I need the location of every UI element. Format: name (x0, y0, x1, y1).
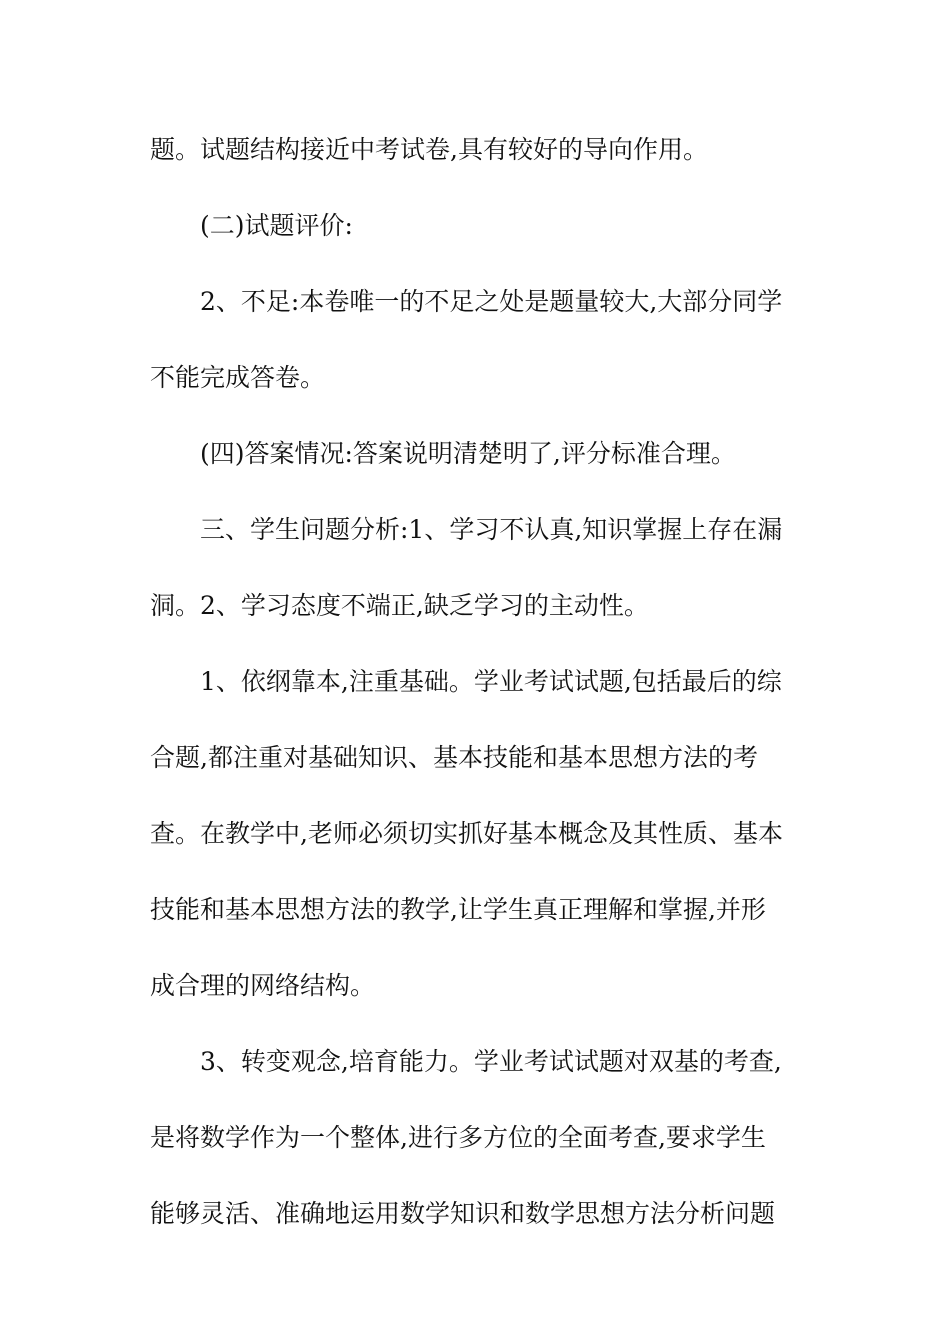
text-line: 三、学生问题分析:1、学习不认真,知识掌握上存在漏 (200, 515, 783, 544)
document-body (150, 112, 810, 1252)
text-line: 能够灵活、准确地运用数学知识和数学思想方法分析问题 (150, 1199, 776, 1228)
text-line: 查。在教学中,老师必须切实抓好基本概念及其性质、基本 (150, 819, 783, 848)
text-line: 3、转变观念,培育能力。学业考试试题对双基的考查, (200, 1047, 782, 1076)
text-line: 题。试题结构接近中考试卷,具有较好的导向作用。 (150, 135, 708, 164)
text-line: 2、不足:本卷唯一的不足之处是题量较大,大部分同学 (200, 287, 783, 316)
text-line: 不能完成答卷。 (150, 363, 326, 392)
text-line: (四)答案情况:答案说明清楚明了,评分标准合理。 (200, 439, 736, 468)
text-line: 1、依纲靠本,注重基础。学业考试试题,包括最后的综 (200, 667, 782, 696)
text-line: 洞。2、学习态度不端正,缺乏学习的主动性。 (150, 591, 649, 620)
text-line: (二)试题评价: (200, 211, 353, 240)
text-line: 技能和基本思想方法的教学,让学生真正理解和掌握,并形 (150, 895, 766, 924)
text-line: 合题,都注重对基础知识、基本技能和基本思想方法的考 (150, 743, 758, 772)
text-line: 成合理的网络结构。 (150, 971, 376, 1000)
text-line: 是将数学作为一个整体,进行多方位的全面考查,要求学生 (150, 1123, 766, 1152)
